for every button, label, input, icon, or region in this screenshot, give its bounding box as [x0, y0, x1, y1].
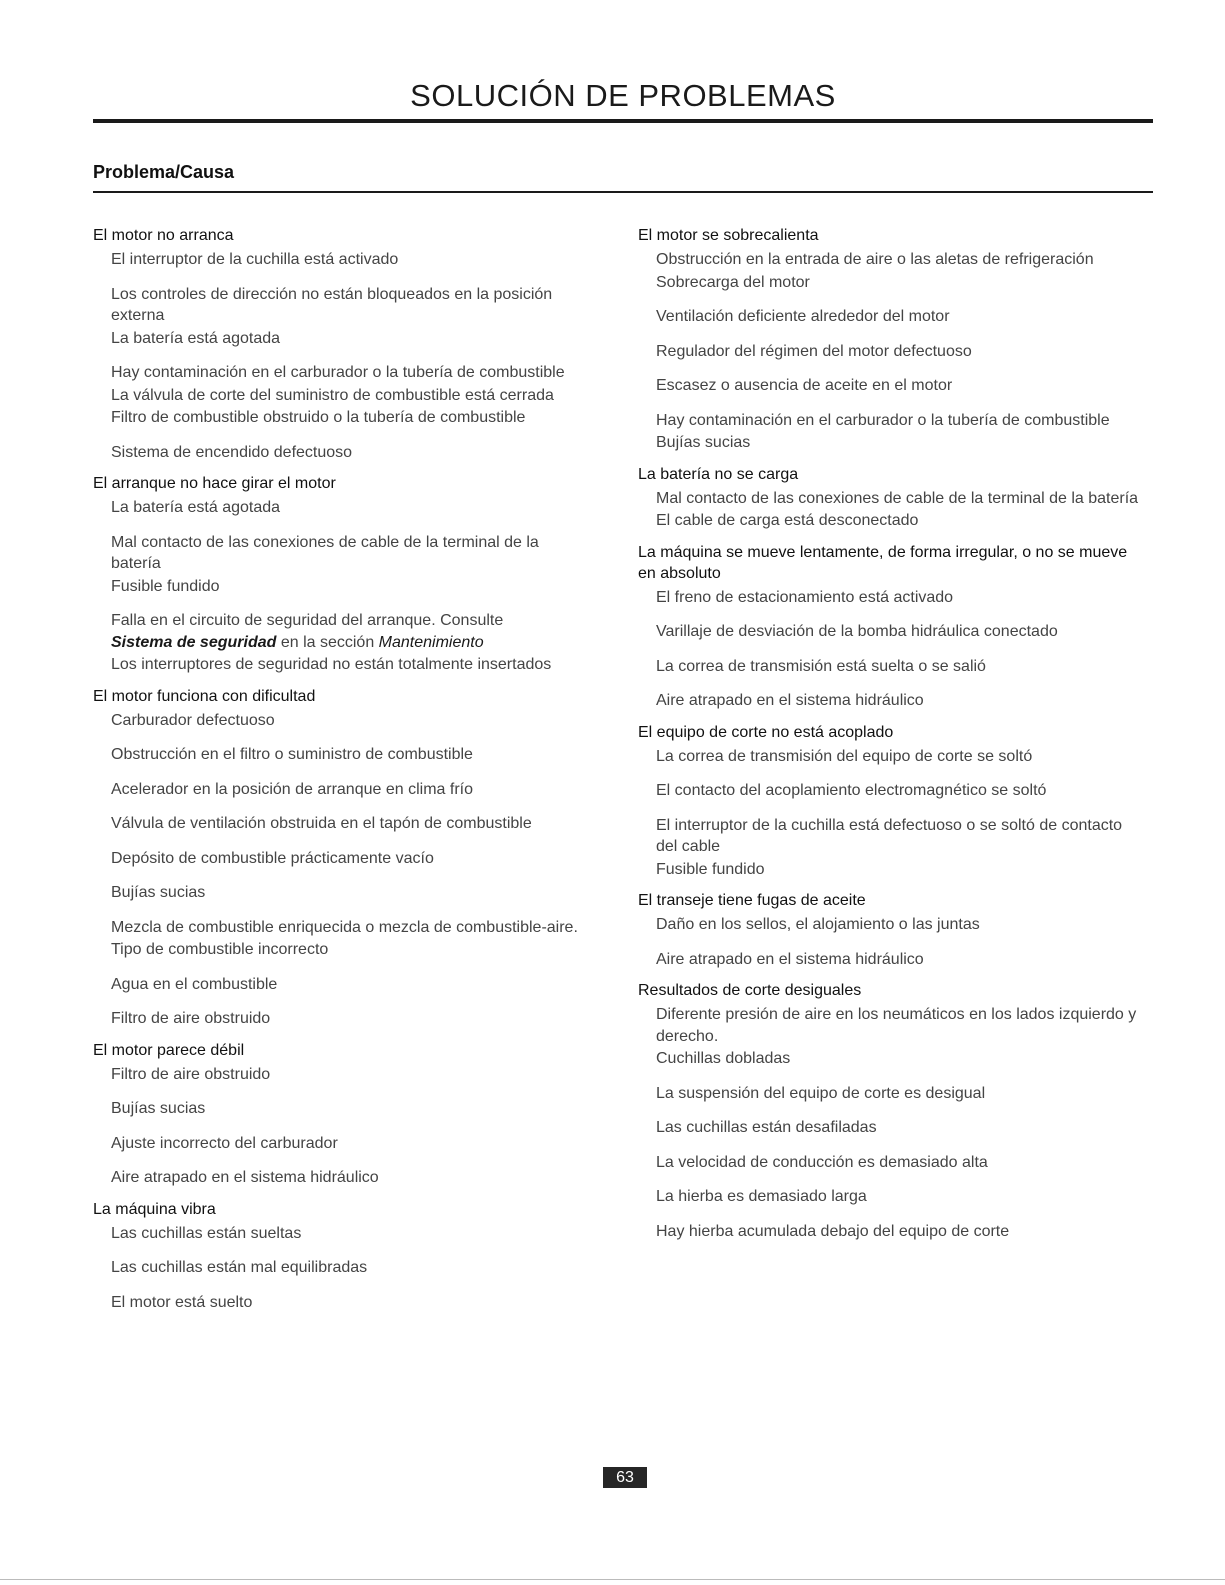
cause-item: Filtro de aire obstruido: [111, 1010, 271, 1027]
cause-item: Fusible fundido: [111, 577, 220, 595]
cause-item: El cable de carga está desconectado: [656, 512, 919, 529]
cause-item: Bujías sucias: [111, 884, 206, 901]
section-heading: Problema/Causa: [93, 162, 235, 182]
cause-item: Filtro de aire obstruido: [111, 1065, 271, 1083]
cause-item: Obstrucción en la entrada de aire o las aletas de refrigeración: [656, 251, 1094, 268]
cause-item: Acelerador en la posición de arranque en clima frío: [111, 780, 473, 798]
left-column: [93, 225, 593, 1323]
cause-item: Sistema de encendido defectuoso: [111, 443, 353, 461]
problem-block: [638, 722, 1143, 881]
cause-item: El freno de estacionamiento está activado: [656, 588, 954, 606]
problem-block: [638, 980, 1143, 1242]
cause-item: Bujías sucias: [111, 1100, 206, 1117]
cause-item: Hay contaminación en el carburador o la tubería de combustible: [656, 411, 1110, 429]
cause-item: El interruptor de la cuchilla está defectuoso o se soltó de contacto del cable: [656, 816, 1123, 855]
cause-item: Aire atrapado en el sistema hidráulico: [656, 692, 924, 709]
cause-item: Regulador del régimen del motor defectuoso: [656, 342, 972, 360]
cause-item: Sobrecarga del motor: [656, 273, 810, 291]
problem-block: [638, 890, 1143, 970]
problem-title: El transeje tiene fugas de aceite: [638, 892, 866, 909]
cause-item: La suspensión del equipo de corte es desigual: [656, 1084, 986, 1102]
cause-item: Obstrucción en el filtro o suministro de combustible: [111, 746, 473, 763]
problem-block: [638, 464, 1143, 532]
page-number: 63: [603, 1467, 647, 1488]
cause-item: Ventilación deficiente alrededor del motor: [656, 308, 950, 325]
cause-item: La batería está agotada: [111, 499, 281, 516]
problem-block: [93, 1199, 593, 1314]
problem-block: [93, 473, 593, 676]
cause-item: [111, 610, 593, 653]
problem-block: [93, 225, 593, 463]
cause-item: Mal contacto de las conexiones de cable de la terminal de la batería: [111, 533, 539, 572]
cause-item: Agua en el combustible: [111, 975, 278, 993]
problem-title: La batería no se carga: [638, 465, 799, 483]
cause-item: Los controles de dirección no están bloqueados en la posición externa: [111, 285, 553, 324]
cause-item: Diferente presión de aire en los neumáticos en los lados izquierdo y derecho.: [656, 1006, 1137, 1045]
cause-item: Aire atrapado en el sistema hidráulico: [656, 950, 924, 968]
cause-item: Escasez o ausencia de aceite en el motor: [656, 377, 953, 394]
cause-item: Los interruptores de seguridad no están totalmente insertados: [111, 656, 552, 673]
cause-item: Bujías sucias: [656, 434, 751, 451]
cause-item: Depósito de combustible prácticamente vacío: [111, 849, 434, 867]
bottom-edge-rule: [0, 1579, 1225, 1580]
cause-item: Válvula de ventilación obstruida en el tapón de combustible: [111, 815, 532, 832]
cause-item: Mezcla de combustible enriquecida o mezcla de combustible-aire.: [111, 918, 578, 936]
cause-item: Aire atrapado en el sistema hidráulico: [111, 1169, 379, 1186]
cause-item: Ajuste incorrecto del carburador: [111, 1134, 338, 1152]
cause-item: Tipo de combustible incorrecto: [111, 941, 329, 958]
right-column: [638, 225, 1143, 1252]
cause-item: La válvula de corte del suministro de combustible está cerrada: [111, 386, 554, 404]
problem-title: El motor no arranca: [93, 227, 234, 244]
problem-title: El motor se sobrecalienta: [638, 227, 819, 244]
cause-item: Las cuchillas están desafiladas: [656, 1119, 877, 1136]
cause-item: La hierba es demasiado larga: [656, 1188, 867, 1205]
cause-item: Daño en los sellos, el alojamiento o las juntas: [656, 916, 980, 933]
problem-title: El motor parece débil: [93, 1041, 245, 1059]
cause-item: Varillaje de desviación de la bomba hidráulica conectado: [656, 623, 1058, 640]
problem-block: [93, 686, 593, 1030]
cause-item: Carburador defectuoso: [111, 711, 275, 729]
cause-item: Mal contacto de las conexiones de cable de la terminal de la batería: [656, 489, 1139, 507]
cross-reference-text: en la sección: [276, 633, 379, 651]
cause-item: El interruptor de la cuchilla está activado: [111, 251, 399, 268]
problem-title: El motor funciona con dificultad: [93, 687, 316, 705]
problem-block: [638, 542, 1143, 712]
problem-title: Resultados de corte desiguales: [638, 982, 862, 999]
cause-item: Cuchillas dobladas: [656, 1050, 791, 1067]
cause-item: Hay contaminación en el carburador o la tubería de combustible: [111, 364, 565, 381]
cause-item: Fusible fundido: [656, 860, 765, 878]
problem-title: El equipo de corte no está acoplado: [638, 723, 894, 741]
cause-item: La correa de transmisión está suelta o se salió: [656, 657, 986, 675]
cause-item: La velocidad de conducción es demasiado alta: [656, 1153, 988, 1171]
cause-item: Las cuchillas están mal equilibradas: [111, 1259, 368, 1276]
problem-title: La máquina vibra: [93, 1200, 216, 1218]
cause-item: El motor está suelto: [111, 1293, 253, 1311]
cause-item: Filtro de combustible obstruido o la tubería de combustible: [111, 409, 526, 426]
problem-title: El arranque no hace girar el motor: [93, 475, 336, 492]
problem-block: [93, 1040, 593, 1189]
cause-item: La correa de transmisión del equipo de corte se soltó: [656, 747, 1033, 765]
cause-item: La batería está agotada: [111, 329, 281, 347]
title-rule: [93, 119, 1153, 123]
cause-item: Hay hierba acumulada debajo del equipo de corte: [656, 1222, 1010, 1240]
section-rule: [93, 191, 1153, 193]
cause-item: El contacto del acoplamiento electromagnético se soltó: [656, 782, 1047, 799]
cross-reference-bold: Sistema de seguridad: [111, 633, 277, 651]
cause-item: Las cuchillas están sueltas: [111, 1224, 302, 1242]
cross-reference-italic: Mantenimiento: [378, 633, 484, 651]
problem-title: La máquina se mueve lentamente, de forma irregular, o no se mueve en absoluto: [638, 543, 1128, 582]
cause-text: Falla en el circuito de seguridad del arranque. Consulte: [111, 612, 504, 629]
page-title: SOLUCIÓN DE PROBLEMAS: [410, 78, 836, 113]
problem-block: [638, 225, 1143, 454]
